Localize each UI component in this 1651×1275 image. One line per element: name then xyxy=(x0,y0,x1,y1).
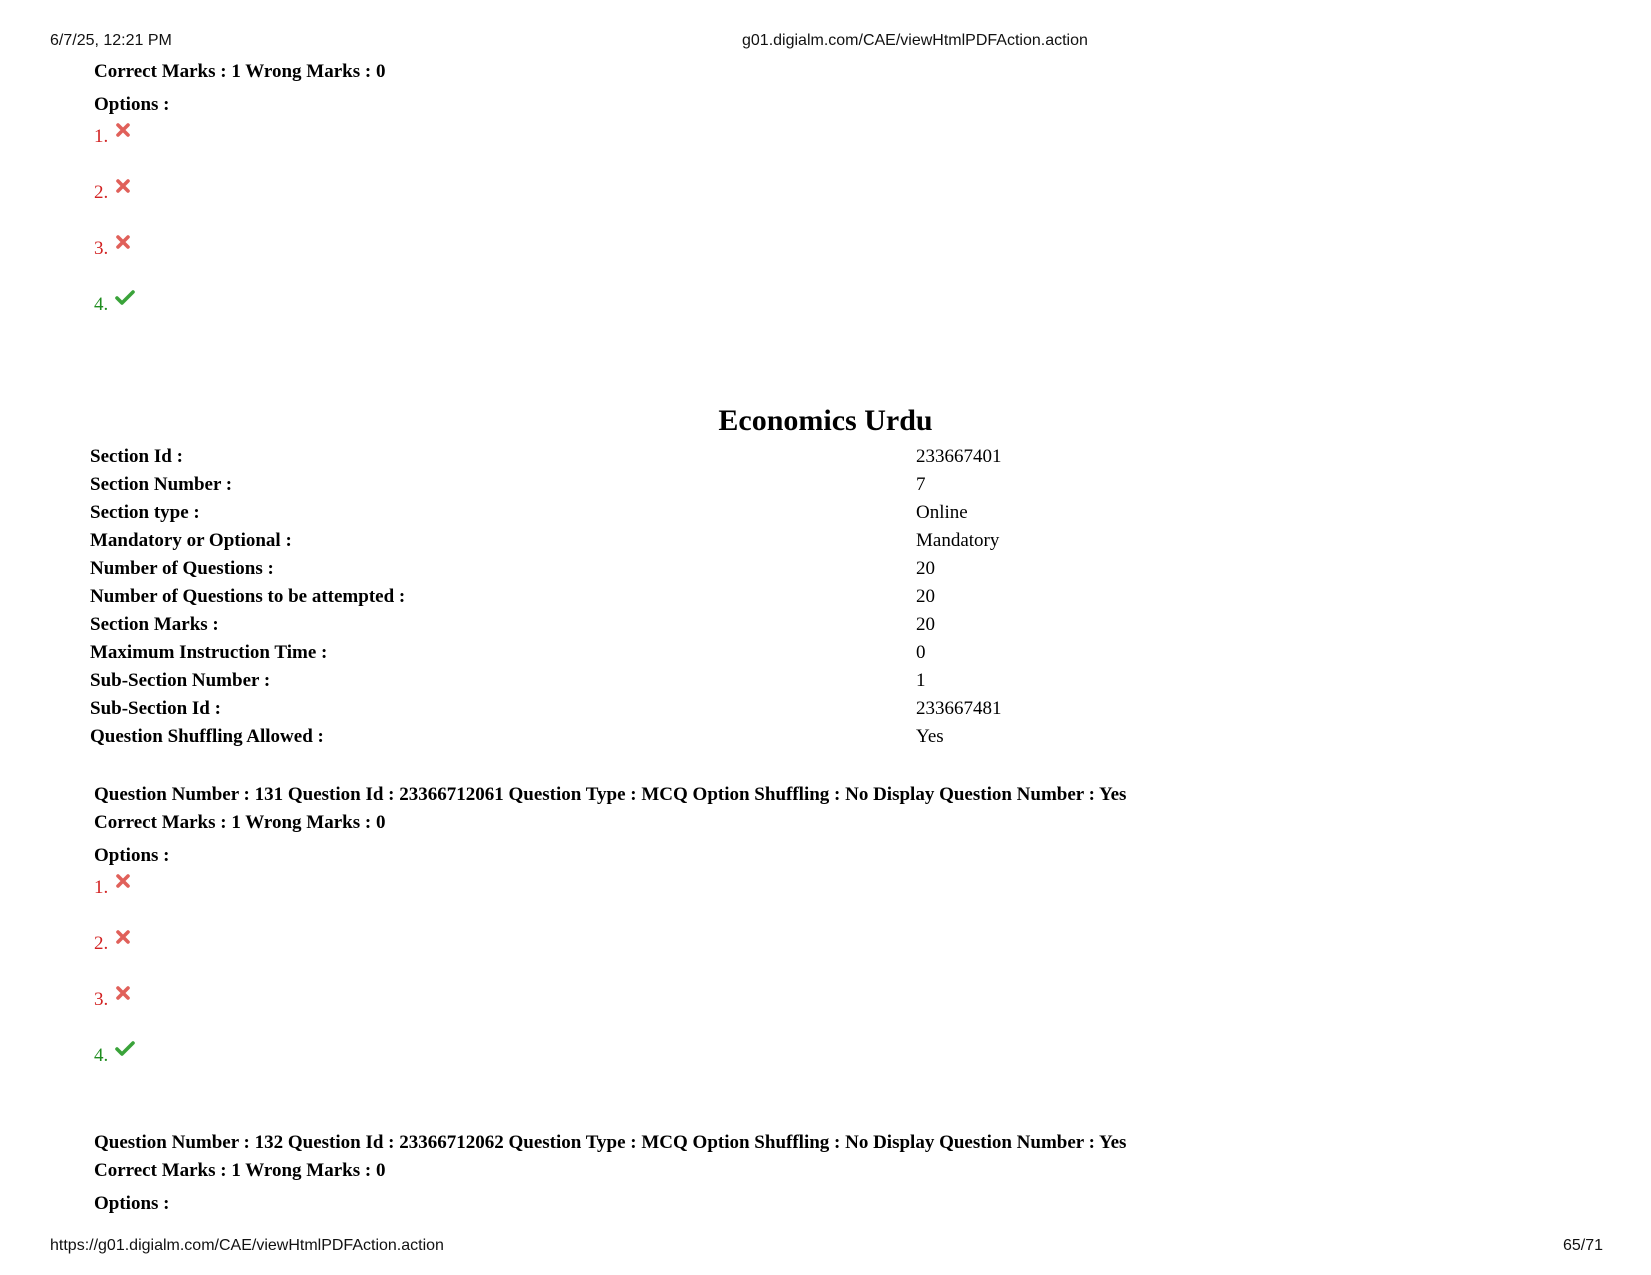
row-label: Maximum Instruction Time : xyxy=(90,642,328,663)
option-number: 1. xyxy=(94,126,109,147)
row-label: Section Id : xyxy=(90,446,183,467)
section-row xyxy=(90,530,1390,556)
row-label: Number of Questions to be attempted : xyxy=(90,586,406,607)
q131-option-1 xyxy=(94,877,132,899)
row-label: Sub-Section Number : xyxy=(90,670,271,691)
row-value: 1 xyxy=(916,670,926,691)
option-number: 3. xyxy=(94,989,109,1010)
row-value: 233667481 xyxy=(916,698,1002,719)
row-label: Sub-Section Id : xyxy=(90,698,221,719)
cross-icon xyxy=(114,872,132,896)
row-value: 20 xyxy=(916,614,935,635)
q131-option-2 xyxy=(94,933,132,955)
q131-marks: Correct Marks : 1 Wrong Marks : 0 xyxy=(94,812,386,833)
row-value: 233667401 xyxy=(916,446,1002,467)
row-value: 20 xyxy=(916,558,935,579)
q131-option-3 xyxy=(94,989,132,1011)
section-row xyxy=(90,698,1390,724)
cross-icon xyxy=(114,121,132,145)
cross-icon xyxy=(114,928,132,952)
row-value: 7 xyxy=(916,474,926,495)
section-row xyxy=(90,558,1390,584)
option-number: 4. xyxy=(94,294,109,315)
row-label: Section Marks : xyxy=(90,614,219,635)
row-label: Number of Questions : xyxy=(90,558,274,579)
checkmark-icon xyxy=(114,289,136,313)
section-title: Economics Urdu xyxy=(718,404,933,437)
q132-options-label: Options : xyxy=(94,1193,170,1214)
option-number: 1. xyxy=(94,877,109,898)
row-value: Yes xyxy=(916,726,944,747)
checkmark-icon xyxy=(114,1040,136,1064)
section-row xyxy=(90,726,1390,752)
section-row xyxy=(90,642,1390,668)
q132-info: Question Number : 132 Question Id : 23366712062 Question Type : MCQ Option Shuffling : No Display Question Number : Yes xyxy=(94,1132,1127,1153)
cross-icon xyxy=(114,177,132,201)
row-value: Mandatory xyxy=(916,530,1000,551)
top-options-label: Options : xyxy=(94,94,170,115)
page-number: 65/71 xyxy=(1563,1237,1604,1254)
section-row xyxy=(90,474,1390,500)
section-row xyxy=(90,670,1390,696)
option-number: 3. xyxy=(94,238,109,259)
print-datetime: 6/7/25, 12:21 PM xyxy=(50,32,172,49)
row-label: Question Shuffling Allowed : xyxy=(90,726,324,747)
row-value: Online xyxy=(916,502,968,523)
q131-info: Question Number : 131 Question Id : 23366712061 Question Type : MCQ Option Shuffling : No Display Question Number : Yes xyxy=(94,784,1127,805)
option-number: 2. xyxy=(94,182,109,203)
top-option-1 xyxy=(94,126,132,148)
q132-marks: Correct Marks : 1 Wrong Marks : 0 xyxy=(94,1160,386,1181)
row-label: Mandatory or Optional : xyxy=(90,530,292,551)
row-value: 20 xyxy=(916,586,935,607)
top-marks: Correct Marks : 1 Wrong Marks : 0 xyxy=(94,61,386,82)
option-number: 4. xyxy=(94,1045,109,1066)
top-option-3 xyxy=(94,238,132,260)
print-url: g01.digialm.com/CAE/viewHtmlPDFAction.action xyxy=(742,32,1088,49)
section-row xyxy=(90,614,1390,640)
section-row xyxy=(90,446,1390,472)
row-value: 0 xyxy=(916,642,926,663)
section-row xyxy=(90,586,1390,612)
q131-options-label: Options : xyxy=(94,845,170,866)
q131-option-4 xyxy=(94,1045,136,1067)
cross-icon xyxy=(114,984,132,1008)
row-label: Section type : xyxy=(90,502,200,523)
option-number: 2. xyxy=(94,933,109,954)
top-option-2 xyxy=(94,182,132,204)
cross-icon xyxy=(114,233,132,257)
row-label: Section Number : xyxy=(90,474,233,495)
footer-url: https://g01.digialm.com/CAE/viewHtmlPDFAction.action xyxy=(50,1237,444,1254)
section-row xyxy=(90,502,1390,528)
top-option-4 xyxy=(94,294,136,316)
